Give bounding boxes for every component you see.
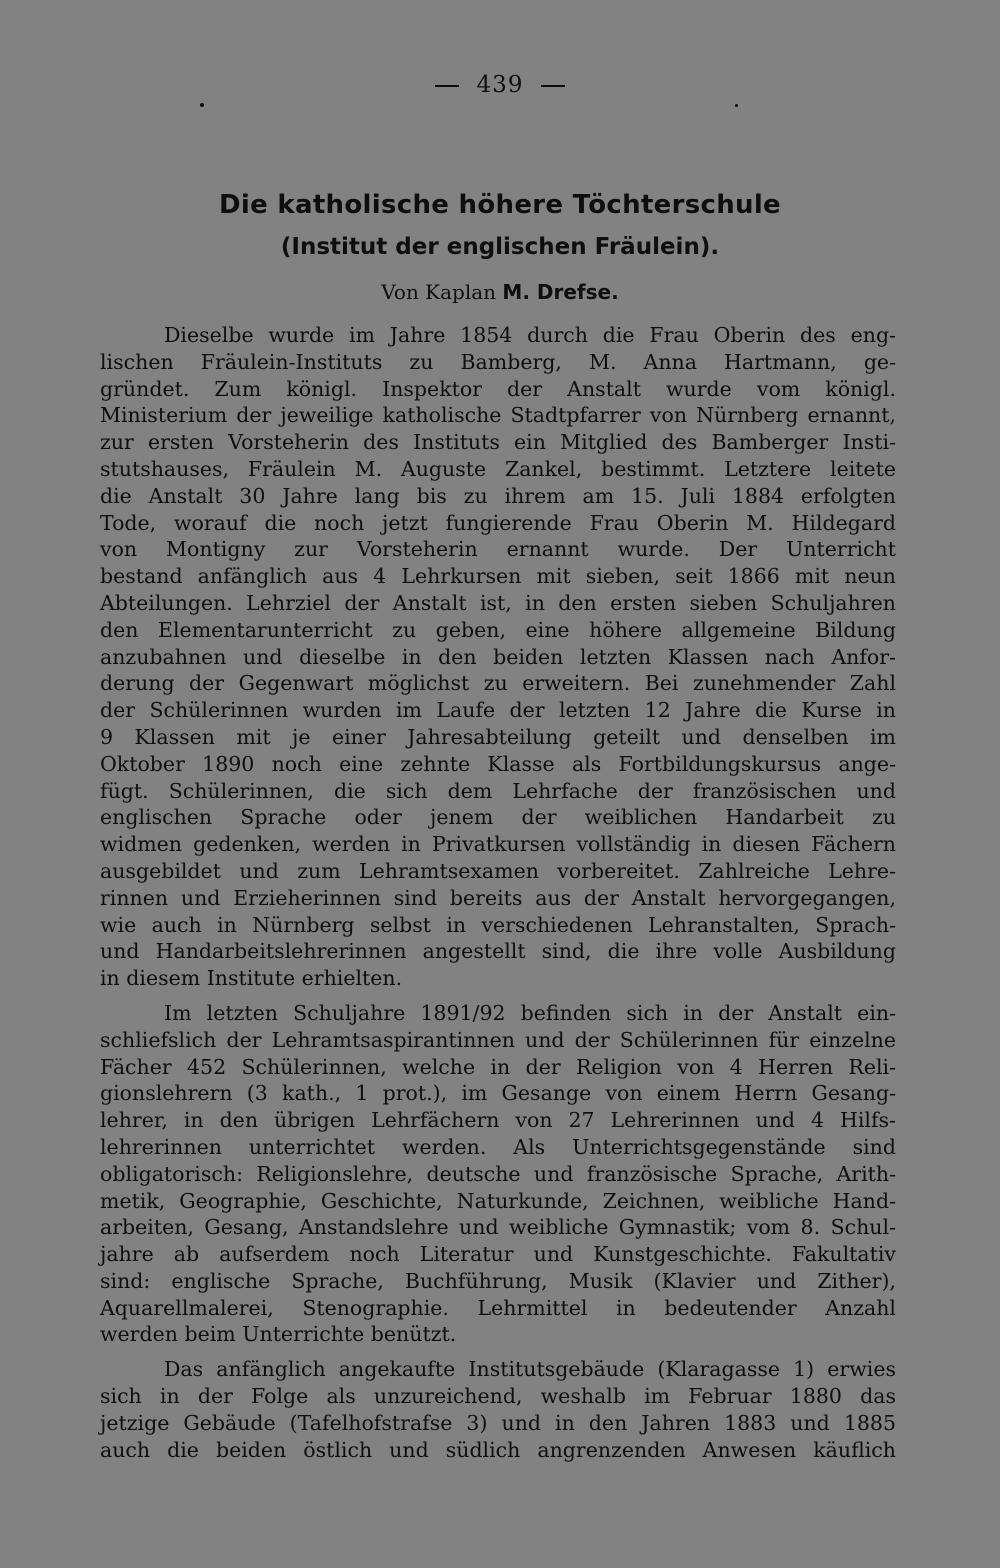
text-line: Aquarellmalerei, Stenographie. Lehrmittel in bedeutender Anzahl: [100, 1295, 896, 1320]
right-dash: [541, 85, 565, 87]
text-line: gionslehrern (3 kath., 1 prot.), im Gesange von einem Herrn Gesang-: [100, 1081, 896, 1106]
byline-author: M. Drefse.: [502, 280, 619, 304]
text-line: in diesem Institute erhielten.: [100, 966, 403, 991]
text-line: Tode, worauf die noch jetzt fungierende Frau Oberin M. Hildegard: [100, 510, 896, 535]
text-line: Fächer 452 Schülerinnen, welche in der Religion von 4 Herren Reli-: [100, 1054, 896, 1079]
text-line: lehrerinnen unterrichtet werden. Als Unterrichtsgegenstände sind: [100, 1134, 896, 1159]
text-line: jahre ab aufserdem noch Literatur und Kunstgeschichte. Fakultativ: [100, 1242, 896, 1267]
print-speck: [200, 103, 204, 107]
text-line: sind: englische Sprache, Buchführung, Musik (Klavier und Zither),: [100, 1268, 896, 1293]
left-dash: [435, 85, 459, 87]
text-line: zur ersten Vorsteherin des Instituts ein Mitglied des Bamberger Insti-: [100, 430, 896, 455]
paragraph: [100, 1356, 896, 1463]
text-line: obligatorisch: Religionslehre, deutsche und französische Sprache, Arith-: [100, 1161, 896, 1186]
text-line: stutshauses, Fräulein M. Auguste Zankel, bestimmt. Letztere leitete: [100, 456, 896, 481]
article-subtitle: (Institut der englischen Fräulein).: [280, 234, 720, 260]
text-line: und Handarbeitslehrerinnen angestellt sind, die ihre volle Ausbildung: [100, 939, 896, 964]
page-number: 439: [476, 72, 524, 98]
text-line: wie auch in Nürnberg selbst in verschiedenen Lehranstalten, Sprach-: [100, 912, 896, 937]
text-line: englischen Sprache oder jenem der weiblichen Handarbeit zu: [100, 805, 896, 830]
text-line: lischen Fräulein-Instituts zu Bamberg, M. Anna Hartmann, ge-: [100, 349, 896, 374]
text-line: Im letzten Schuljahre 1891/92 befinden sich in der Anstalt ein-: [164, 1000, 896, 1025]
text-line: jetzige Gebäude (Tafelhofstrafse 3) und in den Jahren 1883 und 1885: [100, 1410, 896, 1435]
text-line: die Anstalt 30 Jahre lang bis zu ihrem am 15. Juli 1884 erfolgten: [100, 483, 896, 508]
article-body: [100, 322, 896, 1463]
text-line: Abteilungen. Lehrziel der Anstalt ist, in den ersten sieben Schuljahren: [100, 590, 896, 615]
text-line: werden beim Unterrichte benützt.: [100, 1322, 457, 1347]
text-line: bestand anfänglich aus 4 Lehrkursen mit sieben, seit 1866 mit neun: [100, 564, 896, 589]
text-line: von Montigny zur Vorsteherin ernannt wurde. Der Unterricht: [100, 537, 896, 562]
article-title: Die katholische höhere Töchterschule: [219, 190, 781, 220]
text-line: Dieselbe wurde im Jahre 1854 durch die Frau Oberin des eng-: [164, 323, 896, 347]
text-line: anzubahnen und dieselbe in den beiden letzten Klassen nach Anfor-: [100, 644, 896, 669]
text-line: sich in der Folge als unzureichend, weshalb im Februar 1880 das: [100, 1384, 896, 1409]
text-line: gründet. Zum königl. Inspektor der Anstalt wurde vom königl.: [100, 376, 896, 401]
print-speck: [735, 104, 738, 107]
text-line: ausgebildet und zum Lehramtsexamen vorbereitet. Zahlreiche Lehre-: [100, 858, 896, 883]
text-line: widmen gedenken, werden in Privatkursen vollständig in diesen Fächern: [100, 832, 896, 857]
article-byline: [0, 280, 1000, 304]
text-line: auch die beiden östlich und südlich angrenzenden Anwesen käuflich: [100, 1437, 896, 1462]
text-line: Oktober 1890 noch eine zehnte Klasse als Fortbildungskursus ange-: [100, 751, 896, 776]
text-line: Das anfänglich angekaufte Institutsgebäude (Klaragasse 1) erwies: [164, 1357, 896, 1382]
text-line: Ministerium der jeweilige katholische Stadtpfarrer von Nürnberg ernannt,: [100, 403, 896, 428]
page-number-header: [0, 72, 1000, 98]
text-line: der Schülerinnen wurden im Laufe der letzten 12 Jahre die Kurse in: [100, 698, 896, 723]
text-line: derung der Gegenwart möglichst zu erweitern. Bei zunehmender Zahl: [100, 671, 896, 696]
text-line: rinnen und Erzieherinnen sind bereits aus der Anstalt hervorgegangen,: [100, 885, 896, 910]
text-line: lehrer, in den übrigen Lehrfächern von 27 Lehrerinnen und 4 Hilfs-: [100, 1108, 896, 1133]
text-line: 9 Klassen mit je einer Jahresabteilung geteilt und denselben im: [100, 724, 896, 749]
text-line: metik, Geographie, Geschichte, Naturkunde, Zeichnen, weibliche Hand-: [100, 1188, 896, 1213]
paragraph: [100, 1000, 896, 1348]
byline-prefix: Von Kaplan: [381, 280, 497, 304]
text-line: schliefslich der Lehramtsaspirantinnen und der Schülerinnen für einzelne: [100, 1027, 896, 1052]
text-line: fügt. Schülerinnen, die sich dem Lehrfache der französischen und: [100, 778, 896, 803]
paragraph: [100, 322, 896, 992]
text-line: arbeiten, Gesang, Anstandslehre und weibliche Gymnastik; vom 8. Schul-: [100, 1215, 896, 1240]
text-line: den Elementarunterricht zu geben, eine höhere allgemeine Bildung: [100, 617, 896, 642]
